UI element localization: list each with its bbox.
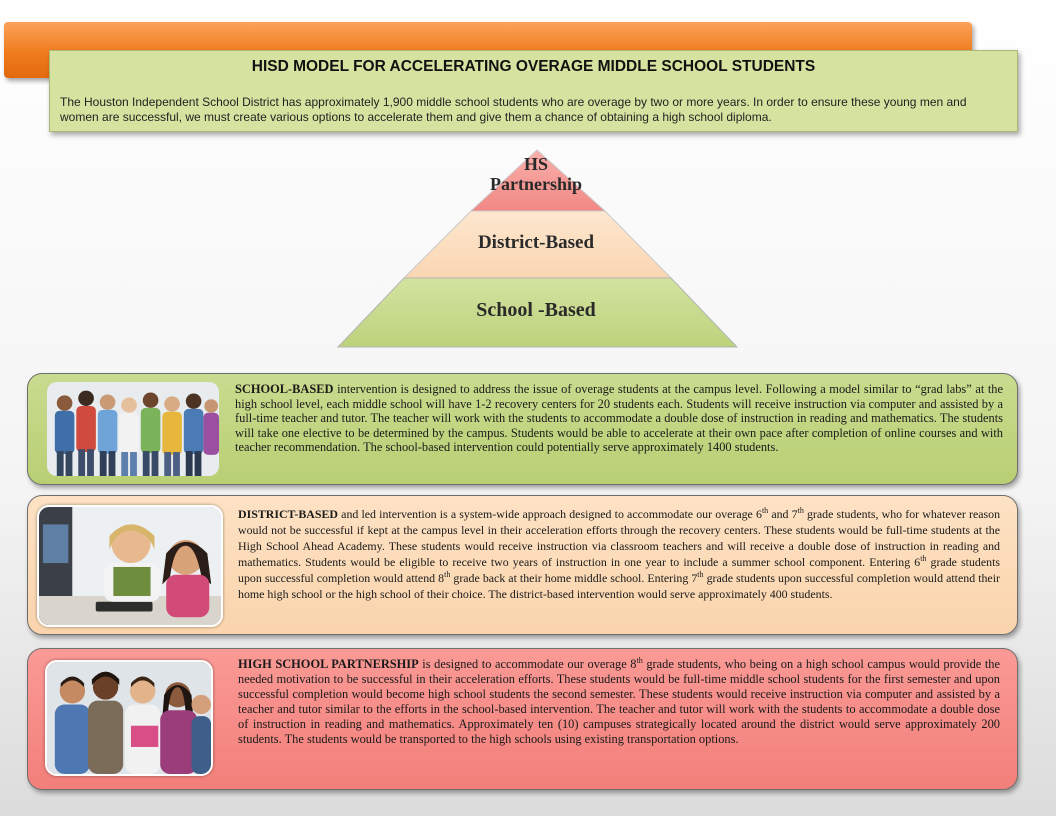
district-sup-1: th bbox=[761, 506, 769, 516]
header-box bbox=[49, 50, 1018, 132]
high-school-students-photo bbox=[45, 660, 213, 776]
hs-text-2: grade students, who being on a high school campus would provide the needed motivation to be successful in their acceleration efforts. These students would be full-time middle school students for the first semester and upon successful completion would become high school students the second semester. These students would receive instruction via computer and assisted by a teacher and tutor similar to the efforts in the school-based intervention. The teacher and tutor will work with the students to accommodate a double dose of instruction in reading and mathematics. Approximately ten (10) campuses strategically located around the district would serve approximately 200 students. The students would be transported to the high schools using existing transportation options. bbox=[238, 657, 1001, 746]
pyramid-label-hs-line2: Partnership bbox=[490, 174, 582, 194]
hs-text-1: is designed to accommodate our overage 8 bbox=[418, 657, 637, 671]
district-text-4: grade students upon successful completion would attend 8 bbox=[238, 555, 1000, 585]
teacher-and-student-at-computer-photo bbox=[37, 505, 223, 627]
school-based-description bbox=[235, 382, 1003, 455]
school-based-text: intervention is designed to address the issue of overage students at the campus level. Following a model similar to “grad labs” at the high school level, each middle school will have 1-2 recovery centers for 20 students each. Students will receive instruction via computer and assisted by a full-time teacher and tutor. The teacher will work with the students to accommodate a double dose of instruction in reading and mathematics. The students will take one elective to be determined by the campus. Students would be able to accelerate at their own pace after completion of online courses and with teacher recommendation. The school-based intervention could potentially serve approximately 1400 students. bbox=[235, 382, 1003, 454]
district-based-description bbox=[238, 506, 1000, 602]
pyramid-label-hs bbox=[436, 154, 636, 194]
page-title: HISD MODEL FOR ACCELERATING OVERAGE MIDDLE SCHOOL STUDENTS bbox=[251, 58, 816, 75]
pyramid-label-hs-line1: HS bbox=[523, 154, 548, 174]
group-of-students-photo bbox=[45, 380, 221, 478]
district-text-6: grade students upon successful completion would attend their home high school or the high school of their choice. The district-based intervention would serve approximately 400 students. bbox=[238, 571, 1000, 601]
district-text-5: grade back at their home middle school. Entering 7 bbox=[450, 571, 698, 585]
school-based-panel bbox=[27, 373, 1018, 485]
district-text-1: and led intervention is a system-wide approach designed to accommodate our overage 6 bbox=[338, 507, 762, 521]
district-sup-5: th bbox=[697, 570, 704, 580]
pyramid-label-school: School -Based bbox=[476, 299, 596, 321]
hs-sup-1: th bbox=[636, 655, 643, 665]
district-based-lead: DISTRICT-BASED bbox=[238, 507, 339, 521]
district-sup-4: th bbox=[444, 570, 451, 580]
intro-text: The Houston Independent School District has approximately 1,900 middle school students who are overage by two or more years. In order to ensure these young men and women are successful, we must create various options to accelerate them and give them a chance of obtaining a high school diploma. bbox=[60, 95, 967, 124]
school-based-lead: SCHOOL-BASED bbox=[235, 382, 334, 396]
district-text-3: grade students, who for whatever reason would not be successful if kept at the campus level in their acceleration efforts through the recovery centers. These students would be full-time students at the High School Ahead Academy. These students would receive instruction via classroom teachers and will receive a double dose of instruction in reading and mathematics. Students would be eligible to receive two years of instruction in one year to include a summer school component. Entering 6 bbox=[238, 507, 1001, 569]
district-sup-3: th bbox=[920, 554, 927, 564]
pyramid-label-district: District-Based bbox=[477, 232, 595, 253]
district-based-panel bbox=[27, 495, 1018, 635]
hs-partnership-lead: HIGH SCHOOL PARTNERSHIP bbox=[238, 657, 419, 671]
hs-partnership-panel bbox=[27, 648, 1018, 790]
district-text-2: and 7 bbox=[768, 507, 798, 521]
hs-partnership-description bbox=[238, 657, 1000, 747]
district-sup-2: th bbox=[797, 506, 804, 516]
